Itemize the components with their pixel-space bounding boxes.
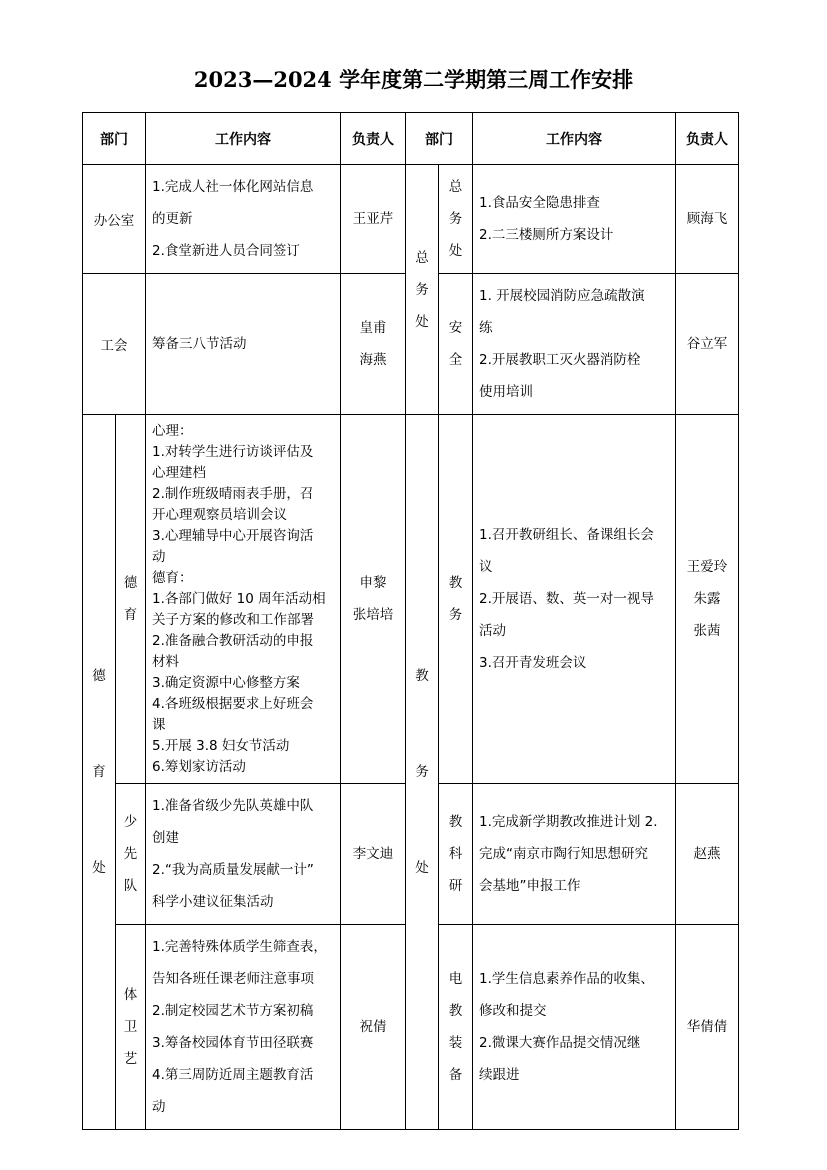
equipment-content: 1.学生信息素养作品的收集、 修改和提交 2.微课大赛作品提交情况继 续跟进	[473, 925, 676, 1130]
office-content: 1.完成人社一体化网站信息 的更新 2.食堂新进人员合同签订	[146, 165, 341, 274]
affairs-content: 1.食品安全隐患排查 2.二三楼厕所方案设计	[473, 165, 676, 274]
union-owner: 皇甫 海燕	[341, 274, 406, 415]
research-content: 1.完成新学期教改推进计划 2. 完成“南京市陶行知思想研究 会基地”申报工作	[473, 784, 676, 925]
pioneer-content: 1.准备省级少先队英雄中队 创建 2.“我为高质量发展献一计” 科学小建议征集活动	[146, 784, 341, 925]
subdept-pioneer: 少 先 队	[116, 784, 146, 925]
header-owner: 负责人	[341, 113, 406, 165]
dept-office: 办公室	[83, 165, 146, 274]
page-title: 2023—2024 学年度第二学期第三周工作安排	[193, 67, 634, 92]
subdept-equipment: 电 教 装 备	[439, 925, 473, 1130]
pioneer-owner: 李文迪	[341, 784, 406, 925]
dept-union: 工会	[83, 274, 146, 415]
dept-general-affairs: 总 务 处	[406, 165, 439, 415]
dept-moral-education: 德 育 处	[83, 415, 116, 1130]
safety-content: 1. 开展校园消防应急疏散演 练 2.开展教职工灭火器消防栓 使用培训	[473, 274, 676, 415]
teaching-content: 1.召开教研组长、备课组长会 议 2.开展语、数、英一对一视导 活动 3.召开青发班会议	[473, 415, 676, 784]
subdept-deyu: 德 育	[116, 415, 146, 784]
deyu-owner: 申黎 张培培	[341, 415, 406, 784]
sports-owner: 祝倩	[341, 925, 406, 1130]
header-content: 工作内容	[146, 113, 341, 165]
subdept-safety: 安 全	[439, 274, 473, 415]
header-dept: 部门	[83, 113, 146, 165]
dept-academic-affairs: 教 务 处	[406, 415, 439, 1130]
header-owner-right: 负责人	[676, 113, 739, 165]
office-owner: 王亚芹	[341, 165, 406, 274]
subdept-research: 教 科 研	[439, 784, 473, 925]
header-dept-right: 部门	[406, 113, 473, 165]
schedule-table	[82, 112, 739, 1130]
union-content: 筹备三八节活动	[146, 274, 341, 415]
table-row	[83, 415, 739, 784]
subdept-teaching: 教 务	[439, 415, 473, 784]
subdept-affairs: 总 务 处	[439, 165, 473, 274]
research-owner: 赵燕	[676, 784, 739, 925]
affairs-owner: 顾海飞	[676, 165, 739, 274]
equipment-owner: 华倩倩	[676, 925, 739, 1130]
header-content-right: 工作内容	[473, 113, 676, 165]
table-row	[83, 165, 739, 274]
sports-content: 1.完善特殊体质学生筛查表， 告知各班任课老师注意事项 2.制定校园艺术节方案初稿 3.筹备校园体育节田径联赛 4.第三周防近周主题教育活 动	[146, 925, 341, 1130]
teaching-owner: 王爱玲 朱露 张茜	[676, 415, 739, 784]
header-row	[83, 113, 739, 165]
safety-owner: 谷立军	[676, 274, 739, 415]
subdept-sports: 体 卫 艺	[116, 925, 146, 1130]
deyu-content: 心理： 1.对转学生进行访谈评估及 心理建档 2.制作班级晴雨表手册，召 开心理观察员培训会议 3.心理辅导中心开展咨询活 动 德育： 1.各部门做好 10 周年活动相 关子方案的修改和工作部署 2.准备融合教研活动的申报 材料 3.确定资源中心修整方案 4.各班级根据要求上好班会 课 5.开展 3.8 妇女节活动 6.筹划家访活动	[146, 415, 341, 784]
